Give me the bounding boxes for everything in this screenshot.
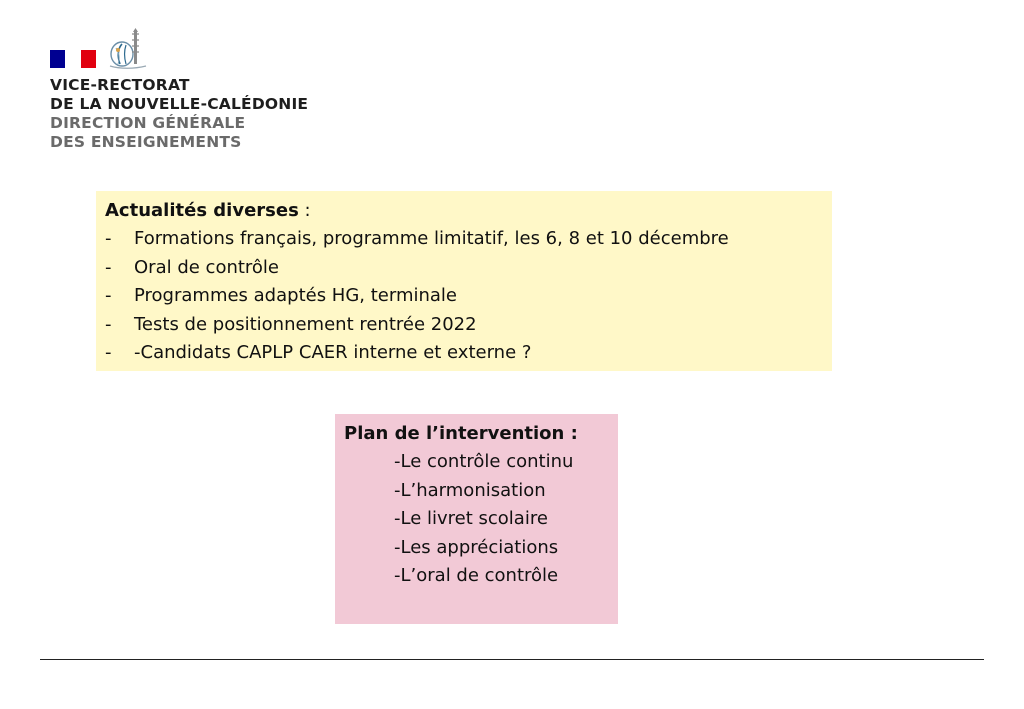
plan-list	[344, 448, 618, 590]
list-item: -Les appréciations	[394, 536, 559, 558]
list-item	[105, 225, 832, 253]
news-item-text: Tests de positionnement rentrée 2022	[134, 313, 477, 335]
french-republic-flag-icon	[50, 50, 96, 68]
news-item-text: Programmes adaptés HG, terminale	[134, 285, 457, 307]
plan-box	[335, 414, 618, 624]
list-item: -L’harmonisation	[394, 479, 546, 501]
list-item	[105, 311, 832, 339]
bullet-dash: -	[105, 342, 112, 364]
news-item-text: Formations français, programme limitatif, les 6, 8 et 10 décembre	[134, 228, 729, 250]
news-item-text: Oral de contrôle	[134, 256, 280, 278]
bullet-dash: -	[105, 285, 112, 307]
bullet-dash: -	[105, 256, 112, 278]
list-item	[105, 282, 832, 310]
org-line-vice-rectorat: VICE-RECTORAT	[50, 76, 190, 94]
new-caledonia-emblem-icon	[108, 26, 148, 70]
list-item	[105, 254, 832, 282]
news-list	[105, 225, 832, 367]
bullet-dash: -	[105, 313, 112, 335]
org-line-enseignements: DES ENSEIGNEMENTS	[50, 133, 242, 151]
plan-title: Plan de l’intervention :	[344, 423, 578, 444]
list-item	[105, 339, 832, 367]
news-item-text: -Candidats CAPLP CAER interne et externe ?	[134, 342, 532, 364]
marianne-icon	[64, 52, 78, 66]
logo-marks	[50, 26, 350, 70]
list-item: -Le contrôle continu	[394, 451, 574, 473]
bullet-dash: -	[105, 228, 112, 250]
news-title-suffix: :	[298, 200, 311, 221]
org-line-direction-generale: DIRECTION GÉNÉRALE	[50, 114, 246, 132]
header-logo	[50, 26, 350, 152]
footer-divider	[40, 659, 984, 660]
org-line-nouvelle-caledonie: DE LA NOUVELLE-CALÉDONIE	[50, 95, 309, 113]
organization-name	[50, 76, 350, 152]
news-box	[96, 191, 832, 371]
news-heading	[105, 197, 832, 225]
list-item: -Le livret scolaire	[394, 508, 548, 530]
list-item: -L’oral de contrôle	[394, 565, 559, 587]
news-title: Actualités diverses	[105, 200, 299, 221]
